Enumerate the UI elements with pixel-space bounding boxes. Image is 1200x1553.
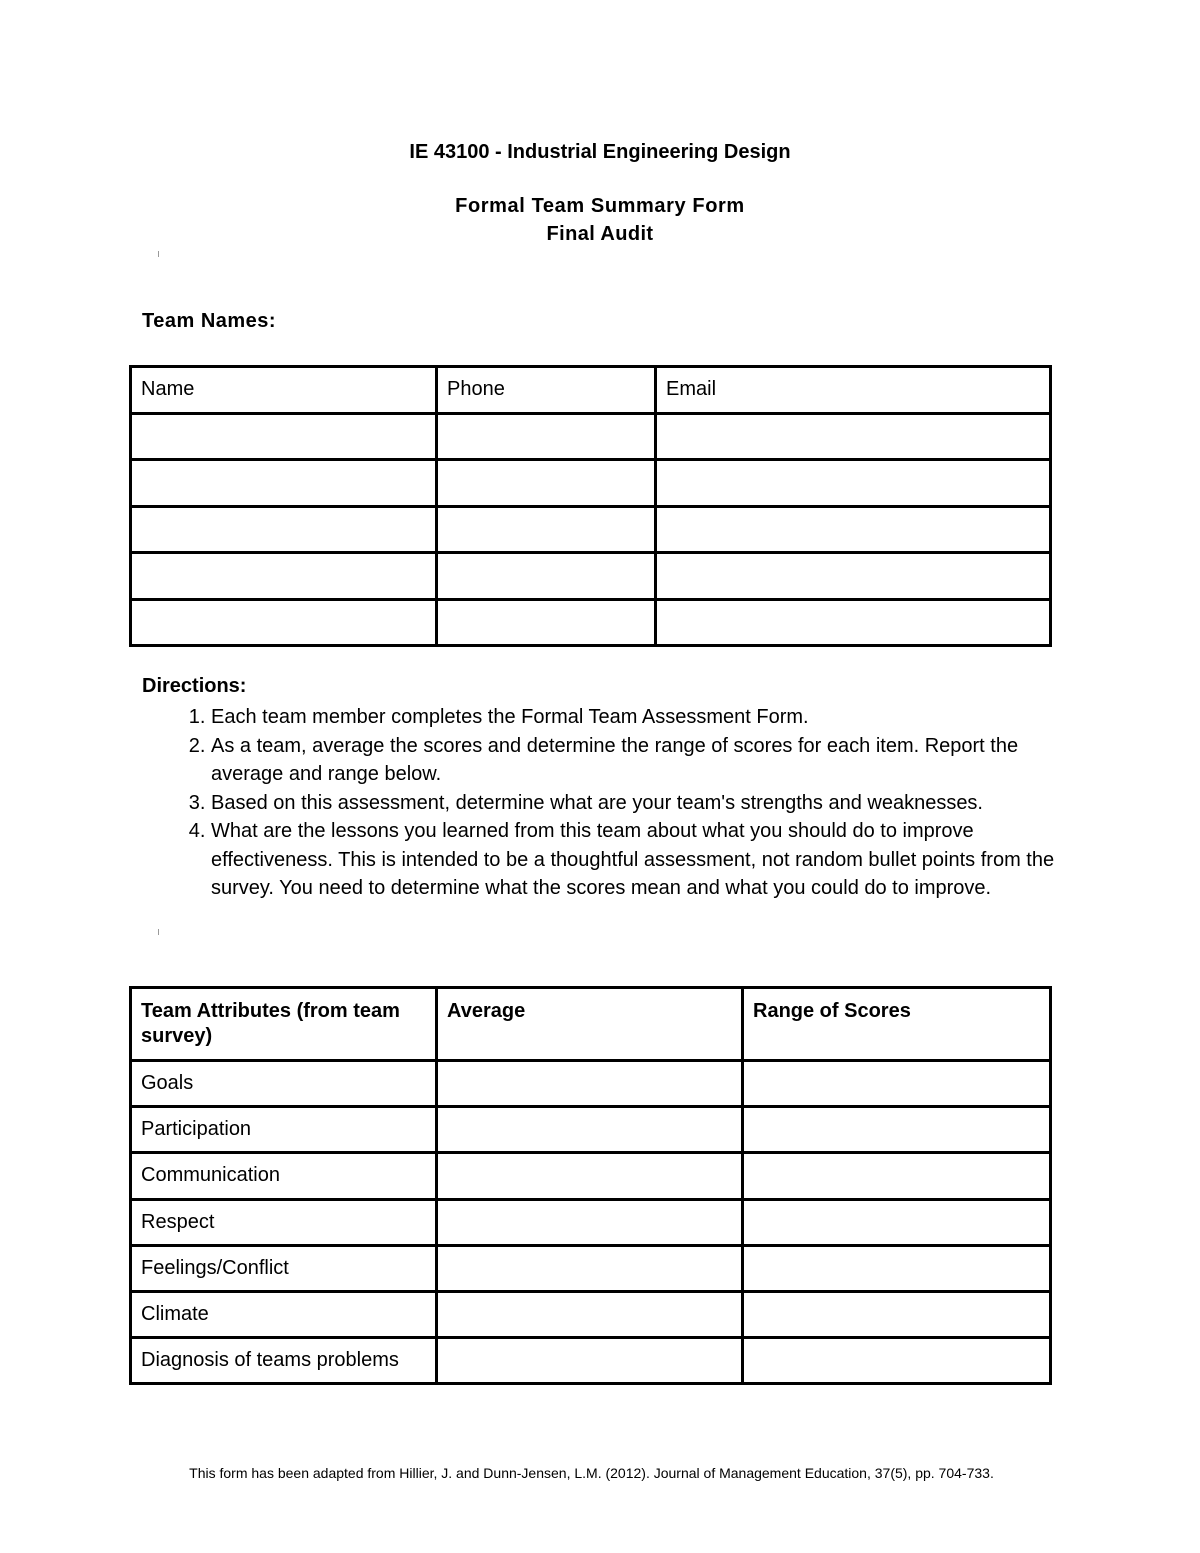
average-cell[interactable]	[437, 1153, 743, 1199]
form-title: Formal Team Summary Form	[455, 195, 745, 217]
directions-list	[142, 703, 1057, 903]
name-cell[interactable]	[131, 506, 437, 553]
range-cell[interactable]	[743, 1291, 1051, 1337]
phone-cell[interactable]	[437, 553, 656, 600]
column-header-name: Name	[131, 367, 437, 414]
phone-cell[interactable]	[437, 460, 656, 507]
table-row	[131, 1199, 1051, 1245]
table-row	[131, 1338, 1051, 1384]
table-row	[131, 553, 1051, 600]
table-row	[131, 1061, 1051, 1107]
range-cell[interactable]	[743, 1338, 1051, 1384]
attribute-cell: Respect	[131, 1199, 437, 1245]
directions-label: Directions:	[142, 675, 247, 697]
direction-item: 4. What are the lessons you learned from this team about what you should do to improve effectiveness. This is intended to be a thoughtful assessment, not random bullet points from the survey. You need to determine what the scores mean and what you could do to improve.	[211, 817, 1057, 903]
average-cell[interactable]	[437, 1291, 743, 1337]
email-cell[interactable]	[656, 553, 1051, 600]
name-cell[interactable]	[131, 599, 437, 646]
range-cell[interactable]	[743, 1245, 1051, 1291]
table-row	[131, 1107, 1051, 1153]
range-cell[interactable]	[743, 1199, 1051, 1245]
table-row	[131, 1291, 1051, 1337]
name-cell[interactable]	[131, 413, 437, 460]
range-cell[interactable]	[743, 1153, 1051, 1199]
footnote-citation: This form has been adapted from Hillier, J. and Dunn-Jensen, L.M. (2012). Journal of Management Education, 37(5), pp. 704-733.	[189, 1465, 994, 1481]
average-cell[interactable]	[437, 1061, 743, 1107]
form-subtitle: Final Audit	[546, 223, 654, 245]
average-cell[interactable]	[437, 1107, 743, 1153]
attribute-cell: Participation	[131, 1107, 437, 1153]
direction-item: 1. Each team member completes the Formal Team Assessment Form.	[211, 703, 1057, 732]
average-cell[interactable]	[437, 1245, 743, 1291]
column-header-phone: Phone	[437, 367, 656, 414]
name-cell[interactable]	[131, 553, 437, 600]
column-header-attribute: Team Attributes (from team survey)	[131, 988, 437, 1061]
team-names-label: Team Names:	[142, 310, 277, 332]
email-cell[interactable]	[656, 413, 1051, 460]
direction-item: 3. Based on this assessment, determine what are your team's strengths and weaknesses.	[211, 789, 1057, 818]
average-cell[interactable]	[437, 1338, 743, 1384]
table-row	[131, 599, 1051, 646]
table-row	[131, 1245, 1051, 1291]
table-row	[131, 506, 1051, 553]
column-header-average: Average	[437, 988, 743, 1061]
column-header-email: Email	[656, 367, 1051, 414]
range-cell[interactable]	[743, 1061, 1051, 1107]
team-attributes-table	[129, 986, 1052, 1385]
table-header-row	[131, 367, 1051, 414]
table-row	[131, 413, 1051, 460]
column-header-range: Range of Scores	[743, 988, 1051, 1061]
name-cell[interactable]	[131, 460, 437, 507]
average-cell[interactable]	[437, 1199, 743, 1245]
phone-cell[interactable]	[437, 506, 656, 553]
margin-tick	[158, 251, 159, 257]
attribute-cell: Communication	[131, 1153, 437, 1199]
table-row	[131, 1153, 1051, 1199]
table-row	[131, 460, 1051, 507]
margin-tick	[158, 929, 159, 935]
attribute-cell: Feelings/Conflict	[131, 1245, 437, 1291]
table-header-row	[131, 988, 1051, 1061]
attribute-cell: Climate	[131, 1291, 437, 1337]
email-cell[interactable]	[656, 460, 1051, 507]
email-cell[interactable]	[656, 506, 1051, 553]
email-cell[interactable]	[656, 599, 1051, 646]
phone-cell[interactable]	[437, 599, 656, 646]
phone-cell[interactable]	[437, 413, 656, 460]
range-cell[interactable]	[743, 1107, 1051, 1153]
attribute-cell: Diagnosis of teams problems	[131, 1338, 437, 1384]
team-names-table	[129, 365, 1052, 647]
attribute-cell: Goals	[131, 1061, 437, 1107]
direction-item: 2. As a team, average the scores and determine the range of scores for each item. Report the average and range below.	[211, 732, 1057, 789]
course-title: IE 43100 - Industrial Engineering Design	[409, 141, 791, 163]
